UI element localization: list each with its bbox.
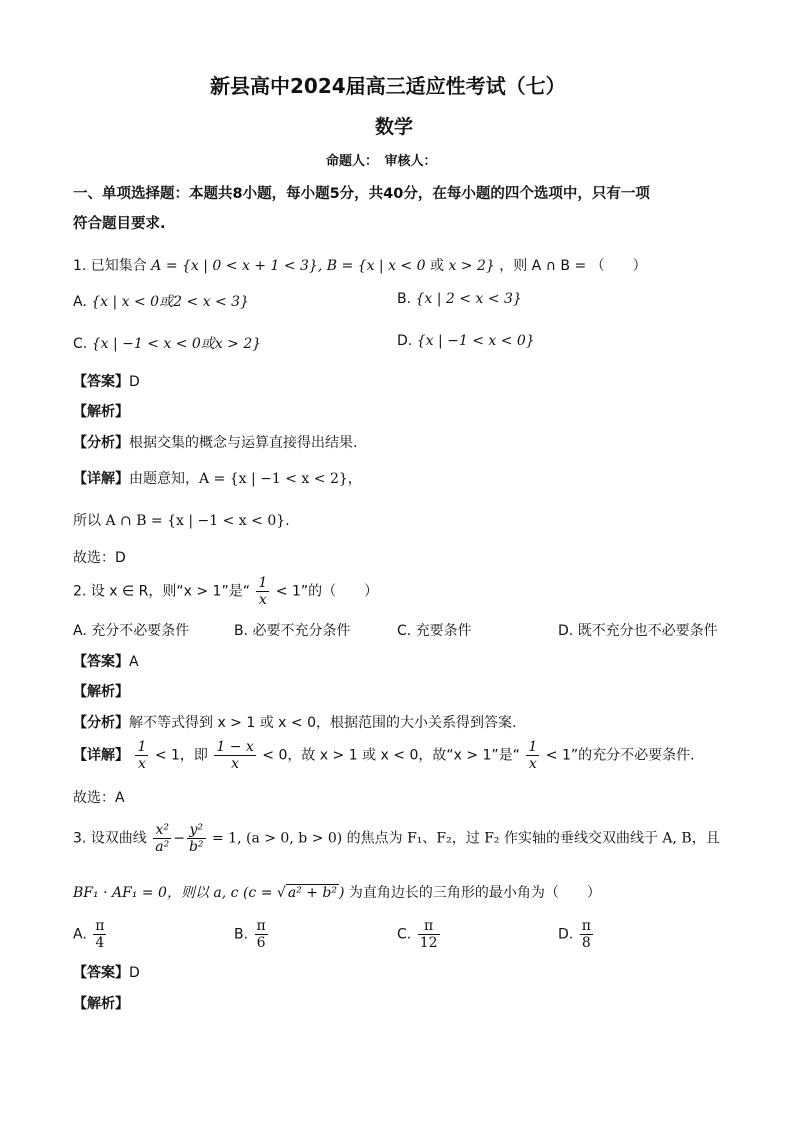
q2-fenxi: 【分析】解不等式得到 x > 1 或 x < 0，根据范围的大小关系得到答案. xyxy=(73,715,517,731)
exam-title: 新县高中2024届高三适应性考试（七） xyxy=(210,74,566,98)
q1-detail: 【详解】由题意知，A = {x | −1 < x < 2}， xyxy=(73,471,362,487)
section-heading-line1: 一、单项选择题：本题共8小题，每小题5分，共40分，在每小题的四个选项中，只有一项 xyxy=(73,186,650,202)
q2-answer: 【答案】A xyxy=(73,654,139,670)
subject-title: 数学 xyxy=(375,116,414,138)
q2-option-b: B. 必要不充分条件 xyxy=(234,623,351,639)
q1-answer: 【答案】D xyxy=(73,374,140,390)
q2-option-d: D. 既不充分也不必要条件 xyxy=(558,623,718,639)
q1-analysis-label: 【解析】 xyxy=(73,404,129,420)
q3-option-d: D. $\frac{\pi}{8}$ xyxy=(558,918,591,951)
q1-choose: 故选：D xyxy=(73,550,126,566)
q1-option-b: B. {x | 2 < x < 3} xyxy=(397,291,522,307)
q1-option-a: A. {x | x < 0或2 < x < 3} xyxy=(73,294,249,310)
q3-analysis-label: 【解析】 xyxy=(73,996,129,1012)
q2-fraction: $\frac{1}{x}$ xyxy=(258,575,268,608)
section-heading-line2: 符合题目要求. xyxy=(73,216,166,232)
q1-option-c: C. {x | −1 < x < 0或x > 2} xyxy=(73,336,262,352)
q3-answer: 【答案】D xyxy=(73,965,140,981)
q1-stem xyxy=(73,255,647,275)
q2-stem: 2. 设 x ∈ R，则“x > 1”是“ $\frac{1}{x}$ < 1”的（ ） xyxy=(73,575,379,608)
q3-option-c: C. $\frac{\pi}{12}$ xyxy=(397,918,438,951)
q1-option-d: D. {x | −1 < x < 0} xyxy=(397,333,535,349)
q1-or: 或 xyxy=(429,258,444,274)
q2-option-a: A. 充分不必要条件 xyxy=(73,623,190,639)
q1-number: 1. 已知集合 xyxy=(73,258,147,274)
author-line: 命题人： 审核人： xyxy=(326,154,437,169)
q1-fenxi: 【分析】根据交集的概念与运算直接得出结果. xyxy=(73,435,358,451)
q1-set-b-tail: x > 2} xyxy=(448,258,495,274)
q2-detail: 【详解】 $\frac{1}{x}$ < 1，即 $\frac{1 - x}{x}$ < 0，故 x > 1 或 x < 0，故“x > 1”是“ $\frac{1}{x}$ < 1”的充分不必要条件. xyxy=(73,739,695,772)
q3-option-b: B. $\frac{\pi}{6}$ xyxy=(234,918,266,951)
q3-stem: 3. 设双曲线 $\frac{\text{x²}}{\text{a²}}$ − $\frac{\text{y²}}{\text{b²}}$ = 1, (a > 0, b > 0) 的焦点为 F₁、F₂，过 F₂ 作实轴的垂线交双曲线于 A, B，且 xyxy=(73,822,720,855)
q1-set-a: A = {x | 0 < x + 1 < 3}, B = {x | x < 0 xyxy=(151,258,426,274)
q1-question-tail: ，则 A ∩ B = （ ） xyxy=(499,258,647,274)
q2-option-c: C. 充要条件 xyxy=(397,623,472,639)
q3-stem-line2: BF₁ · AF₁ = 0，则以 a, c (c = √ a² + b² ) 为直角边长的三角形的最小角为（ ） xyxy=(73,885,601,901)
q1-so: 所以 A ∩ B = {x | −1 < x < 0}. xyxy=(73,513,290,529)
q2-choose: 故选：A xyxy=(73,790,125,806)
q2-analysis-label: 【解析】 xyxy=(73,684,129,700)
q3-option-a: A. $\frac{\pi}{4}$ xyxy=(73,918,105,951)
